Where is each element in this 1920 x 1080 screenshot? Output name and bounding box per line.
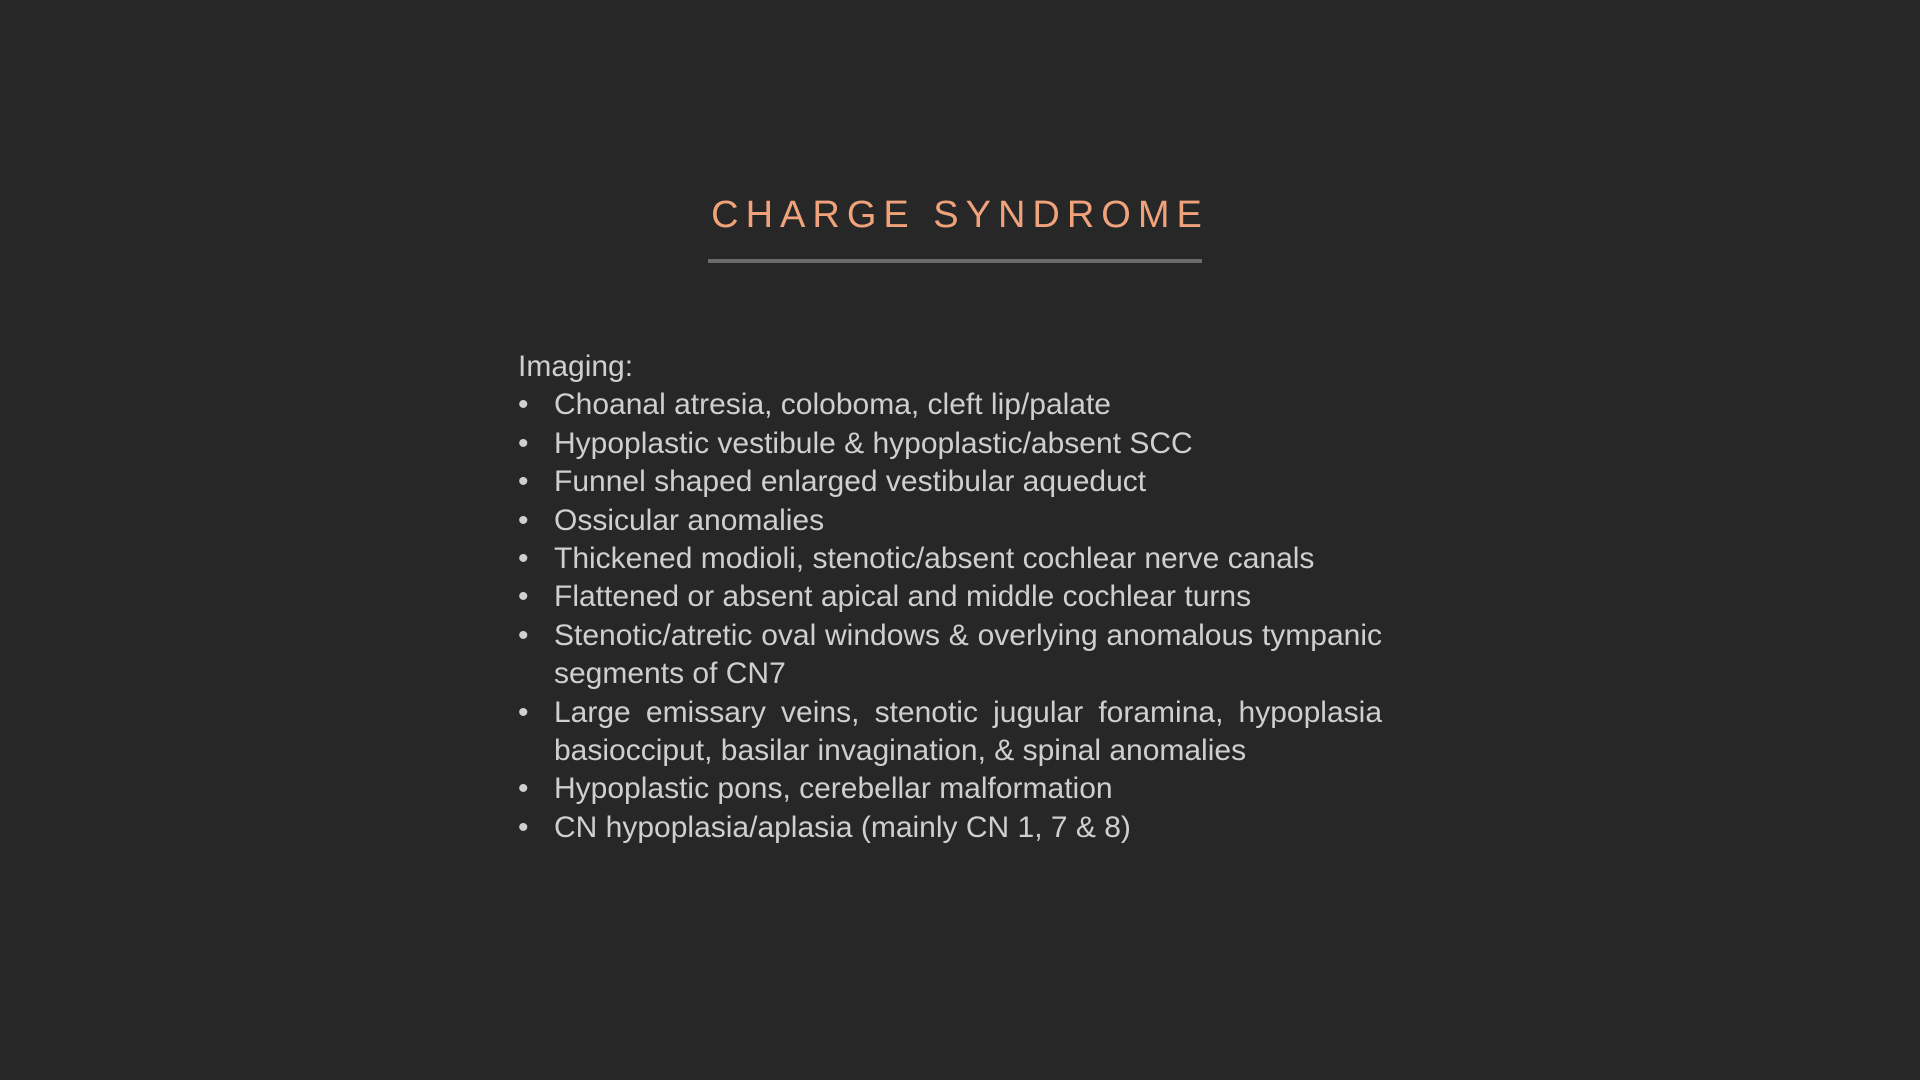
bullet-icon: • bbox=[518, 580, 529, 614]
list-item-text: CN hypoplasia/aplasia (mainly CN 1, 7 & 8) bbox=[554, 810, 1131, 844]
list-item-text: Hypoplastic vestibule & hypoplastic/absent SCC bbox=[554, 426, 1193, 460]
title-underline bbox=[708, 259, 1202, 263]
slide-body bbox=[518, 348, 1382, 847]
bullet-list bbox=[518, 386, 1382, 847]
list-item bbox=[518, 386, 1382, 424]
list-item-text: Stenotic/atretic oval windows & overlying anomalous tympanic segments of CN7 bbox=[554, 618, 1382, 691]
bullet-icon: • bbox=[518, 542, 529, 576]
bullet-icon: • bbox=[518, 503, 529, 537]
list-item bbox=[518, 694, 1382, 771]
list-item bbox=[518, 809, 1382, 847]
list-item-text: Funnel shaped enlarged vestibular aqueduct bbox=[554, 465, 1147, 499]
list-item bbox=[518, 425, 1382, 463]
bullet-icon: • bbox=[518, 465, 529, 499]
list-item-text: Thickened modioli, stenotic/absent cochlear nerve canals bbox=[554, 542, 1315, 576]
list-item-text: Hypoplastic pons, cerebellar malformation bbox=[554, 772, 1113, 806]
list-item-text: Choanal atresia, coloboma, cleft lip/palate bbox=[554, 388, 1111, 422]
bullet-icon: • bbox=[518, 695, 529, 729]
list-item bbox=[518, 463, 1382, 501]
bullet-icon: • bbox=[518, 426, 529, 460]
list-item bbox=[518, 770, 1382, 808]
bullet-icon: • bbox=[518, 772, 529, 806]
list-item bbox=[518, 617, 1382, 694]
list-item bbox=[518, 578, 1382, 616]
slide-title: CHARGE SYNDROME bbox=[711, 194, 1209, 236]
bullet-icon: • bbox=[518, 618, 529, 652]
list-item-text: Ossicular anomalies bbox=[554, 503, 825, 537]
list-item bbox=[518, 502, 1382, 540]
list-item-text: Flattened or absent apical and middle cochlear turns bbox=[554, 580, 1252, 614]
imaging-heading: Imaging: bbox=[518, 350, 634, 383]
list-item bbox=[518, 540, 1382, 578]
bullet-icon: • bbox=[518, 810, 529, 844]
bullet-icon: • bbox=[518, 388, 529, 422]
list-item-text: Large emissary veins, stenotic jugular foramina, hypoplasia basiocciput, basilar invagination, & spinal anomalies bbox=[554, 695, 1382, 768]
